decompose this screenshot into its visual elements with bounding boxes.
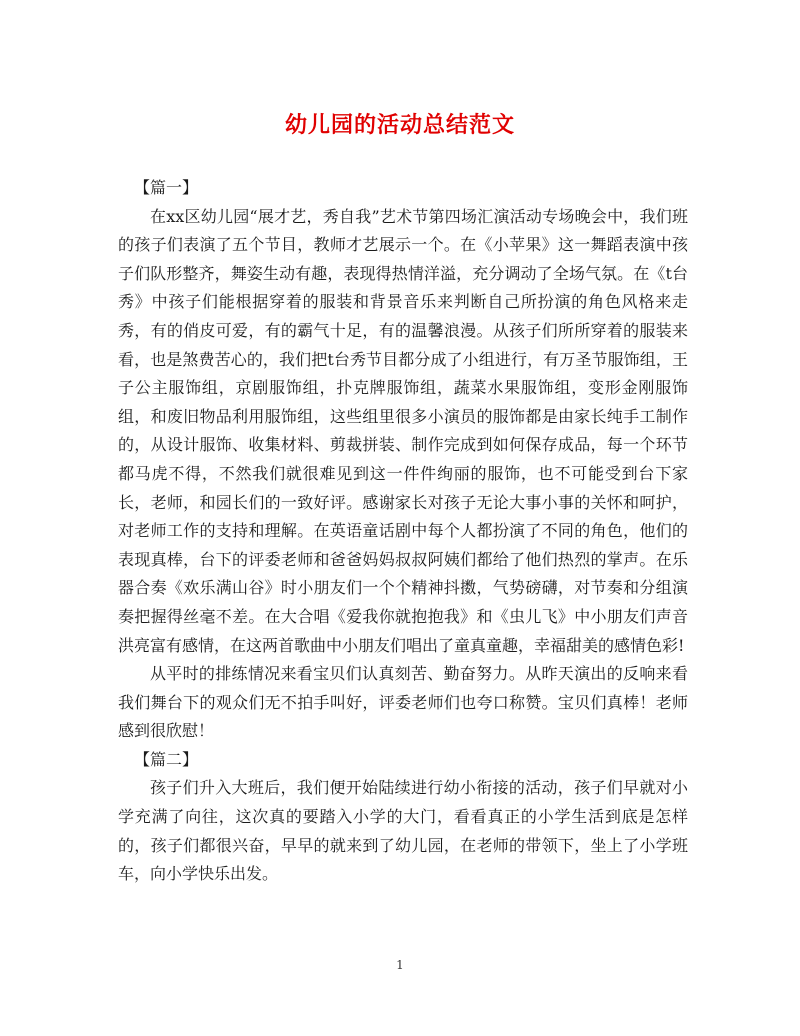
section-1-paragraph-2: 从平时的排练情况来看宝贝们认真刻苦、勤奋努力。从昨天演出的反响来看我们舞台下的观众们无不拍手叫好，评委老师们也夸口称赞。宝贝们真棒！老师感到很欣慰！ <box>118 664 688 741</box>
section-heading-2: 【篇二】 <box>134 749 199 769</box>
page-title: 幼儿园的活动总结范文 <box>284 112 515 138</box>
section-2-paragraph-1: 孩子们升入大班后，我们便开始陆续进行幼小衔接的活动，孩子们早就对小学充满了向往，这次真的要踏入小学的大门，看看真正的小学生活到底是怎样的，孩子们都很兴奋，早早的就来到了幼儿园，在老师的带领下，坐上了小学班车，向小学快乐出发。 <box>118 778 688 884</box>
page-number: 1 <box>396 958 404 972</box>
section-heading-1: 【篇一】 <box>134 178 199 197</box>
document-body <box>118 174 688 889</box>
section-1-paragraph-1: 在xx区幼儿园“展才艺，秀自我”艺术节第四场汇演活动专场晚会中，我们班的孩子们表演了五个节目，教师才艺展示一个。在《小苹果》这一舞蹈表演中孩子们队形整齐，舞姿生动有趣，表现得热情洋溢，充分调动了全场气氛。在《t台秀》中孩子们能根据穿着的服装和背景音乐来判断自己所扮演的角色风格来走秀，有的俏皮可爱，有的霸气十足，有的温馨浪漫。从孩子们所所穿着的服装来看，也是煞费苦心的，我们把t台秀节目都分成了小组进行，有万圣节服饰组，王子公主服饰组，京剧服饰组，扑克牌服饰组，蔬菜水果服饰组，变形金刚服饰组，和废旧物品利用服饰组，这些组里很多小演员的服饰都是由家长纯手工制作的，从设计服饰、收集材料、剪裁拼装、制作完成到如何保存成品，每一个环节都马虎不得，不然我们就很难见到这一件件绚丽的服饰，也不可能受到台下家长，老师，和园长们的一致好评。感谢家长对孩子无论大事小事的关怀和呵护，对老师工作的支持和理解。在英语童话剧中每个人都扮演了不同的角色，他们的表现真棒，台下的评委老师和爸爸妈妈叔叔阿姨们都给了他们热烈的掌声。在乐器合奏《欢乐满山谷》时小朋友们一个个精神抖擞，气势磅礴，对节奏和分组演奏把握得丝毫不差。在大合唱《爱我你就抱抱我》和《虫儿飞》中小朋友们声音洪亮富有感情，在这两首歌曲中小朋友们唱出了童真童趣，幸福甜美的感情色彩! <box>118 206 688 655</box>
